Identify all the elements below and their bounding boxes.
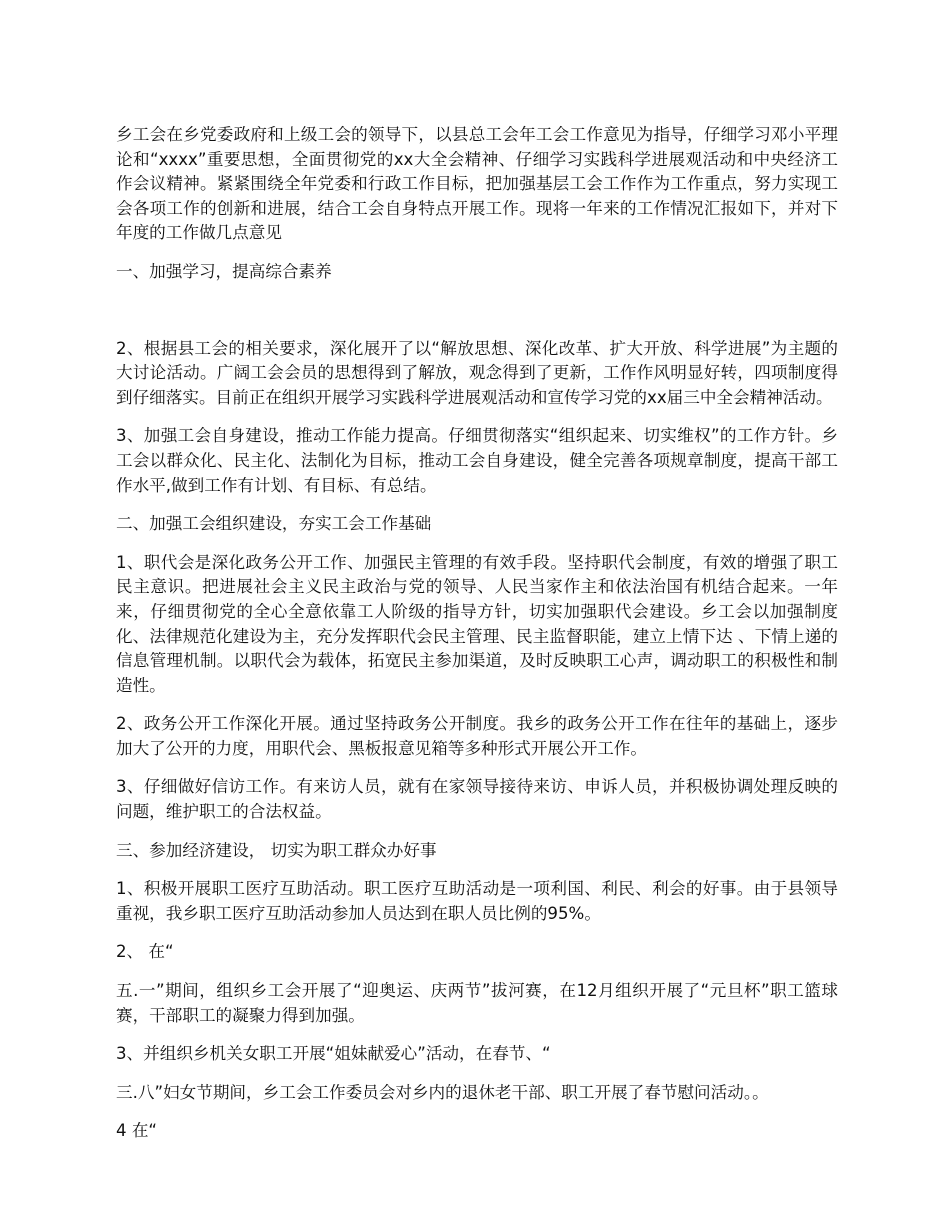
paragraph-3-2: 2、 在“: [116, 942, 174, 962]
section-heading-2: 二、加强工会组织建设，夯实工会工作基础: [116, 514, 432, 534]
section-heading-3: 三、参加经济建设， 切实为职工群众办好事: [116, 840, 437, 860]
paragraph-2-3: 3、仔细做好信访工作。有来访人员，就有在家领导接待来访、申诉人员，并积极协调处理反映的问题，维护职工的合法权益。: [116, 777, 838, 822]
paragraph-3-3: 3、并组织乡机关女职工开展“姐妹献爱心”活动，在春节、“: [116, 1044, 551, 1064]
blank-spacer: [116, 299, 838, 337]
document-body: [116, 123, 838, 1158]
paragraph-2-2: 2、政务公开工作深化开展。通过坚持政务公开制度。我乡的政务公开工作在往年的基础上，逐步加大了公开的力度，用职代会、黑板报意见箱等多种形式开展公开工作。: [116, 714, 838, 758]
paragraph-2-1: 1、职代会是深化政务公开工作、加强民主管理的有效手段。坚持职代会制度，有效的增强了职工民主意识。把进展社会主义民主政治与党的领导、人民当家作主和依法治国有机结合起来。一年来，仔细贯彻党的全心全意依靠工人阶级的指导方针，切实加强职代会建设。乡工会以加强制度化、法律规范化建设为主，充分发挥职代会民主管理、民主监督职能，建立上情下达 、下情上递的信息管理机制。以职代会为载体，拓宽民主参加渠道，及时反映职工心声，调动职工的积极性和制造性。: [116, 552, 838, 695]
paragraph-3-4: 4 在“: [116, 1121, 158, 1141]
paragraph-1-3: 3、加强工会自身建设，推动工作能力提高。仔细贯彻落实“组织起来、切实维权”的工作方针。乡工会以群众化、民主化、法制化为目标，推动工会自身建设，健全完善各项规章制度，提高干部工作水平,做到工作有计划、有目标、有总结。: [116, 426, 838, 495]
paragraph-3-2-cont: 五.一”期间，组织乡工会开展了“迎奥运、庆两节”拔河赛，在12月组织开展了“元旦杯”职工篮球赛，干部职工的凝聚力得到加强。: [116, 981, 838, 1025]
paragraph-3-3-cont: 三.八”妇女节期间，乡工会工作委员会对乡内的退休老干部、职工开展了春节慰问活动。。: [116, 1082, 769, 1102]
paragraph-3-1: 1、积极开展职工医疗互助活动。职工医疗互助活动是一项利国、利民、利会的好事。由于县领导重视，我乡职工医疗互助活动参加人员达到在职人员比例的95%。: [116, 879, 838, 923]
intro-paragraph: 乡工会在乡党委政府和上级工会的领导下，以县总工会年工会工作意见为指导，仔细学习邓小平理论和“xxxx”重要思想，全面贯彻党的xx大全会精神、仔细学习实践科学进展观活动和中央经济工作会议精神。紧紧围绕全年党委和行政工作目标，把加强基层工会工作作为工作重点，努力实现工会各项工作的创新和进展，结合工会自身特点开展工作。现将一年来的工作情况汇报如下，并对下年度的工作做几点意见: [116, 125, 838, 243]
section-heading-1: 一、加强学习，提高综合素养: [116, 261, 332, 281]
paragraph-1-2: 2、根据县工会的相关要求，深化展开了以“解放思想、深化改革、扩大开放、科学进展”为主题的大讨论活动。广阔工会会员的思想得到了解放，观念得到了更新，工作作风明显好转，四项制度得到仔细落实。目前正在组织开展学习实践科学进展观活动和宣传学习党的xx届三中全会精神活动。: [116, 338, 838, 407]
